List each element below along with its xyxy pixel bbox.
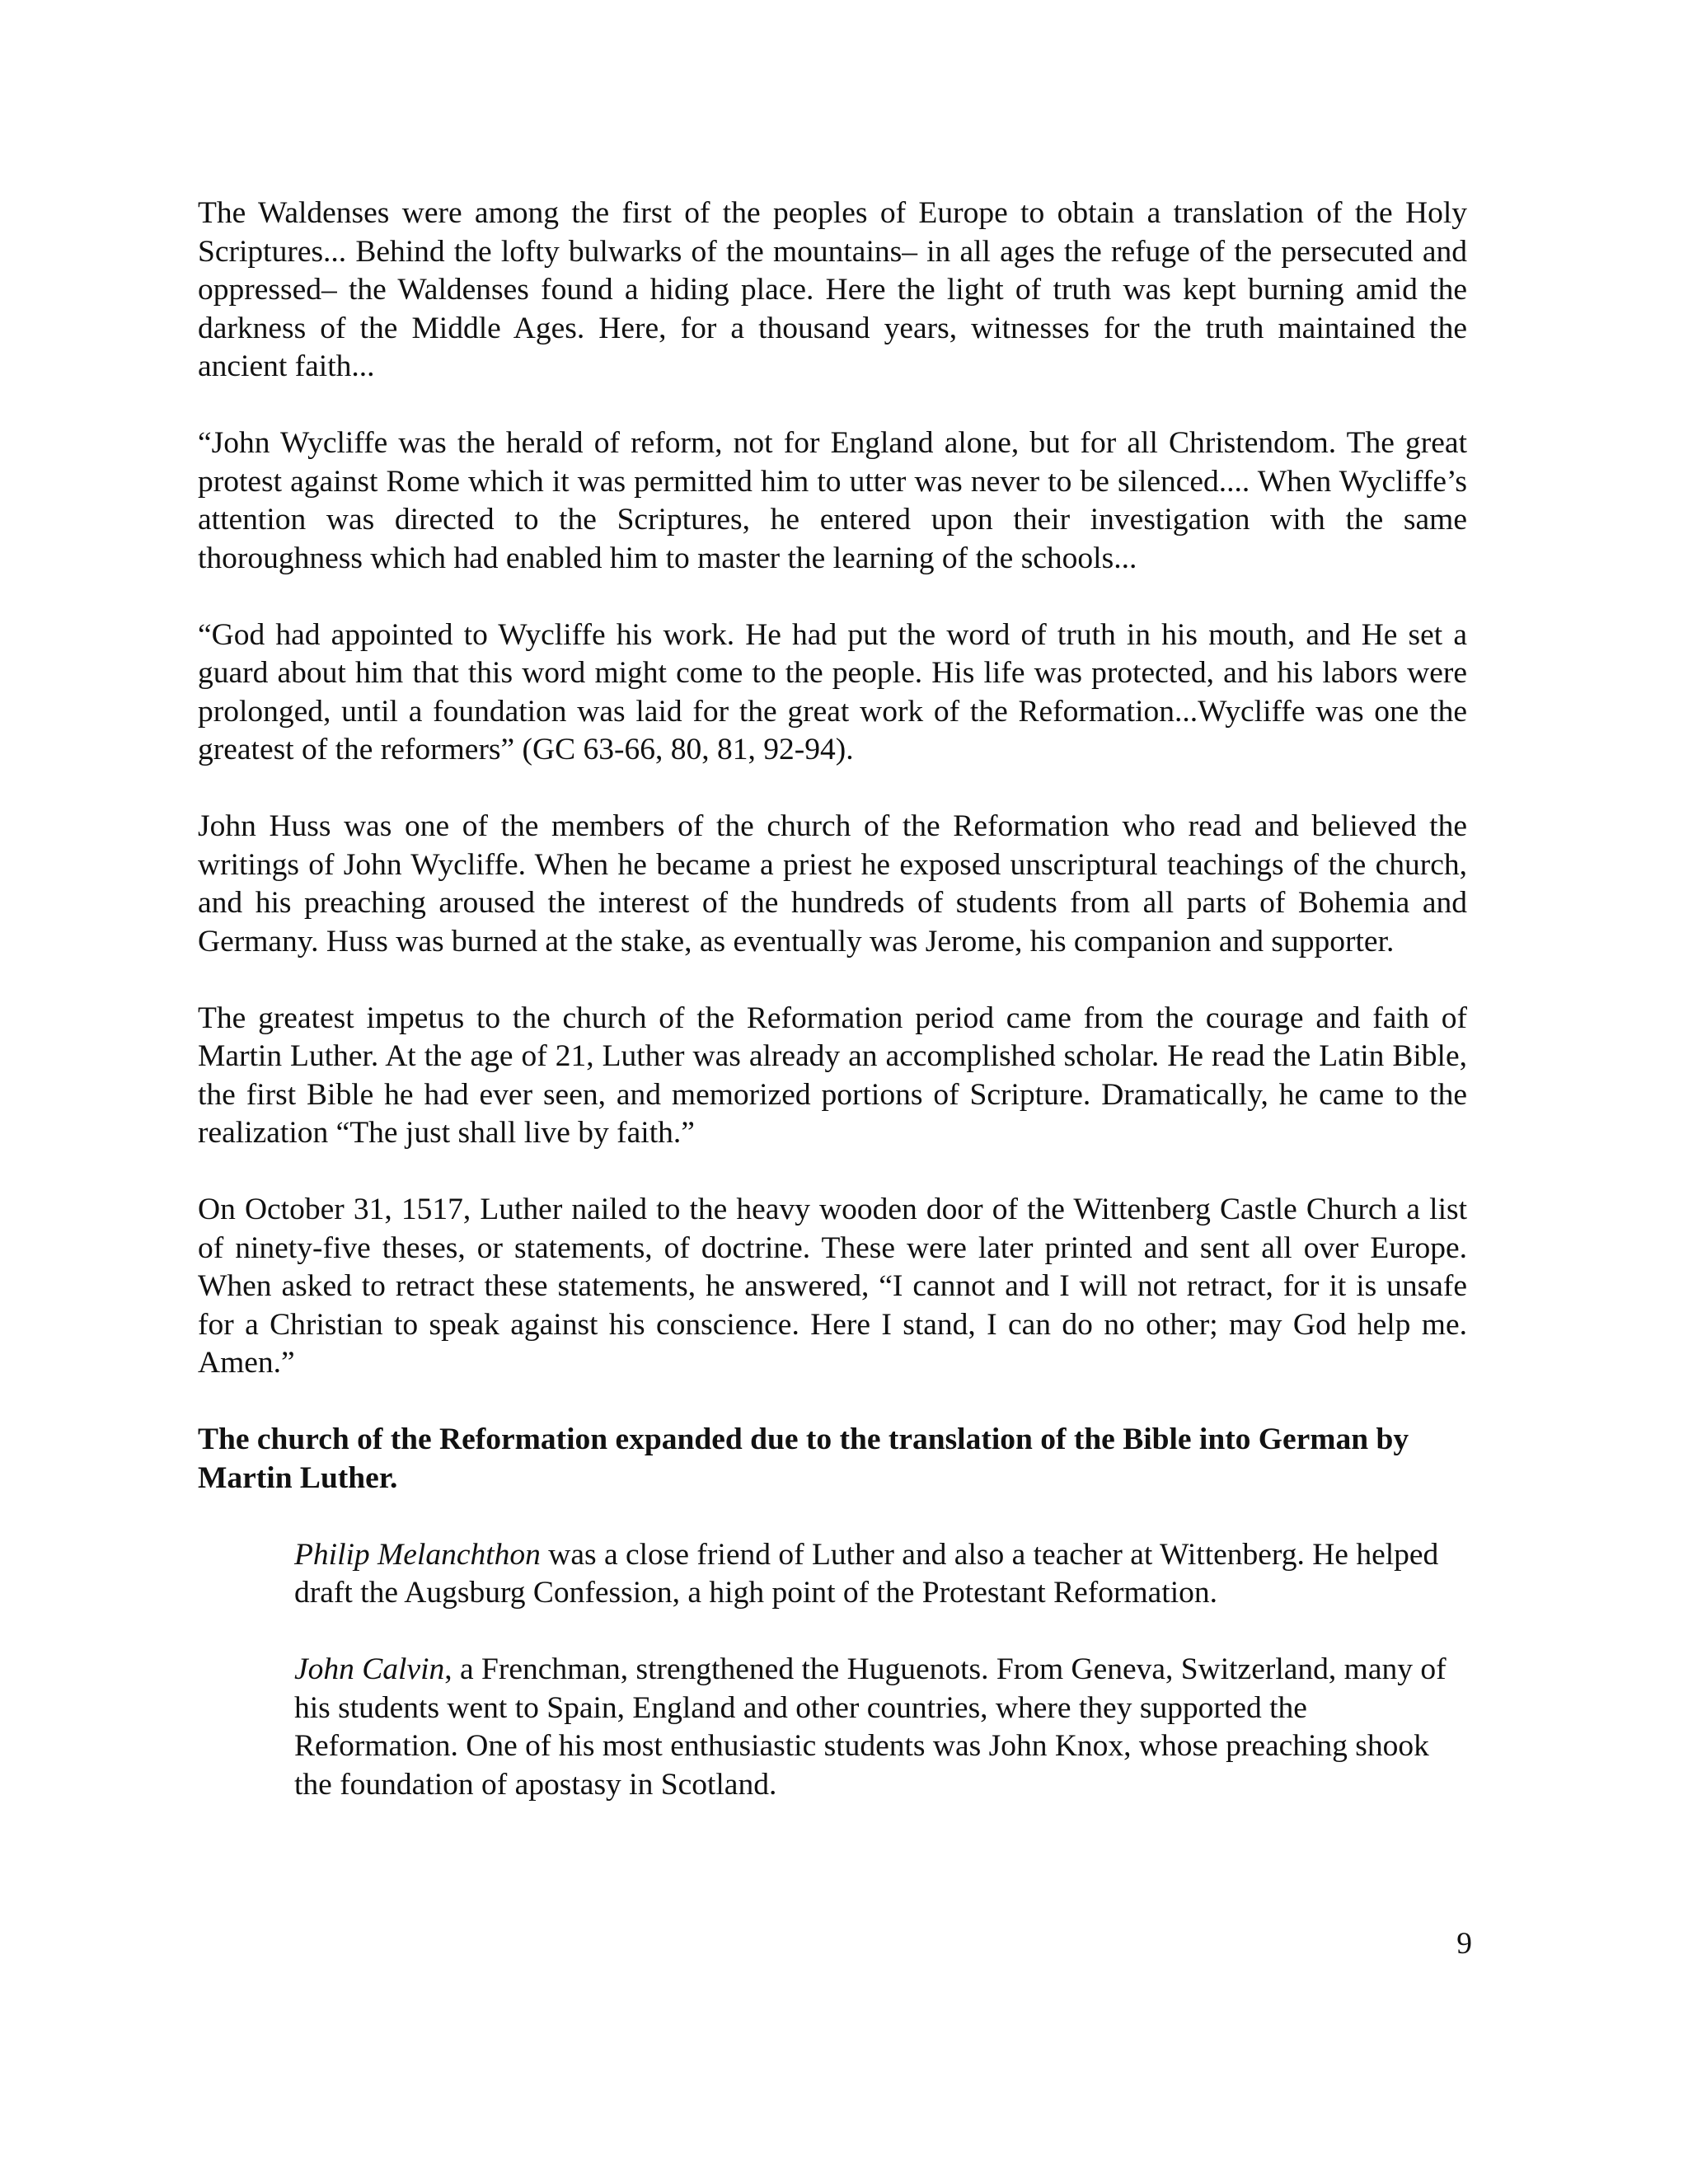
document-body — [198, 194, 1467, 1804]
reformer-name: John Calvin — [294, 1652, 445, 1686]
page-number: 9 — [1456, 1927, 1472, 1961]
paragraph-waldenses: The Waldenses were among the first of the peoples of Europe to obtain a translation of the Holy Scriptures... Behind the lofty bulwarks of the mountains– in all ages the refuge of the persecuted and oppressed– the Waldenses found a hiding place. Here the light of truth was kept burning amid the darkness of the Middle Ages. Here, for a thousand years, witnesses for the truth maintained the ancient faith... — [198, 196, 1467, 383]
reformer-melanchthon — [294, 1536, 1467, 1613]
reformer-calvin — [294, 1651, 1467, 1804]
paragraph-martin-luther: The greatest impetus to the church of the Reformation period came from the courage and faith of Martin Luther. At the age of 21, Luther was already an accomplished scholar. He read the Latin Bible, the first Bible he had ever seen, and memorized portions of Scripture. Dramatically, he came to the realization “The just shall live by faith.” — [198, 1001, 1467, 1150]
section-heading: The church of the Reformation expanded due to the translation of the Bible into German by Martin Luther. — [198, 1422, 1409, 1495]
paragraph-wycliffe-work: “God had appointed to Wycliffe his work. He had put the word of truth in his mouth, and He set a guard about him that this word might come to the people. His life was protected, and his labors were prolonged, until a foundation was laid for the great work of the Reformation...Wycliffe was one the greatest of the reformers” (GC 63-66, 80, 81, 92-94). — [198, 617, 1467, 766]
paragraph-john-huss: John Huss was one of the members of the church of the Reformation who read and believed the writings of John Wycliffe. When he became a priest he exposed unscriptural teachings of the church, and his preaching aroused the interest of the hundreds of students from all parts of Bohemia and Germany. Huss was burned at the stake, as eventually was Jerome, his companion and supporter. — [198, 809, 1467, 958]
paragraph-ninety-five-theses: On October 31, 1517, Luther nailed to the heavy wooden door of the Wittenberg Castle Church a list of ninety-five theses, or statements, of doctrine. These were later printed and sent all over Europe. When asked to retract these statements, he answered, “I cannot and I will not retract, for it is unsafe for a Christian to speak against his conscience. Here I stand, I can do no other; may God help me. Amen.” — [198, 1193, 1467, 1380]
reformer-name: Philip Melanchthon — [294, 1537, 541, 1572]
reformer-description: , a Frenchman, strengthened the Huguenots. From Geneva, Switzerland, many of his students went to Spain, England and other countries, where they supported the Reformation. One of his most enthusiastic students was John Knox, whose preaching shook the foundation of apostasy in Scotland. — [294, 1652, 1447, 1802]
reformer-description: was a close friend of Luther and also a teacher at Wittenberg. He helped draft the Augsburg Confession, a high point of the Protestant Reformation. — [294, 1537, 1439, 1610]
paragraph-wycliffe-herald: “John Wycliffe was the herald of reform, not for England alone, but for all Christendom. The great protest against Rome which it was permitted him to utter was never to be silenced.... When Wycliffe’s attention was directed to the Scriptures, he entered upon their investigation with the same thoroughness which had enabled him to master the learning of the schools... — [198, 426, 1467, 575]
